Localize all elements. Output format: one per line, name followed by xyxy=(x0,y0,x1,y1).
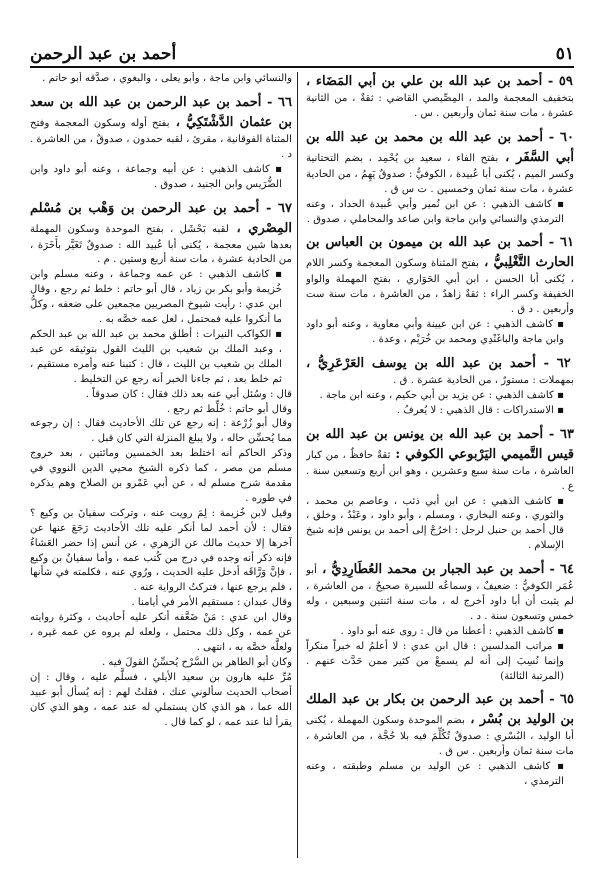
entry-heading: ٦٦ - أحمد بن عبد الرحمن بن عبد الله بن سعد بن عثمان الدَّشْتَكِيُّ ، xyxy=(30,94,292,130)
paragraph: مُرِّ عليه هارون بن سعيد الأيلي ، فسلَّم عليه ، وقال : إن أصحاب الحديث سألوني عنك ، فقلتُ لهم : إنه يُسأل أبو عبيد الله عما ، هو الذي كان يستملي له عند عمه ، وهو الذي كان يقرأ لنا عند عمه ، لو كما قال . xyxy=(30,671,292,728)
source-note: ▪ كاشف الذهبي : عن ابن أبي ذئب ، وعاصم بن محمد ، والثوري ، وعنه البخاري ، ومسلم ، وأبو داود ، وعَبْدٌ ، وخلق ، قال أحمد بن حنبل لرجل : اخرُجْ إلى أحمد بن يونس فإنه شيخ الإسلام . xyxy=(306,495,564,552)
entry-heading: ٦٣ - أحمد بن عبد الله بن يونس بن عبد الله بن قيس التَّميمي اليَرْبوعي الكوفي : xyxy=(306,426,574,462)
entry-text: بتخفيف المعجمة والمد ، المِصِّيصي القاضي : ثقةٌ ، من الثانية عشرة ، مات سنة ثمان وأربعين . س . xyxy=(306,93,574,119)
entry-heading: ٦٥ - أحمد بن عبد الرحمن بن بكار بن عبد الملك بن الوليد بن بُسْر ، xyxy=(306,692,574,728)
entry-text: بفتح أوله وسكون المعجمة وفتح المثناة الفوقانية ، مقرئ ، لقبه حمدون ، صدوقٌ ، من العاشرة . د . xyxy=(30,117,292,160)
entry-heading: ٦٤ - أحمد بن عبد الجبار بن محمد العُطَارِدِيُّ ، xyxy=(316,562,574,578)
source-note: ▪ الاستدراكات : قال الذهبي : لا يُعرفُ . xyxy=(396,404,564,416)
source-note: ▪ كاشف الذهبي : عن ابن عيينة وأبي معاوية ، وعنه أبو داود وابن ماجة والباغَنْدِي ومحمد بن خُرَيْم ، وعدة . xyxy=(306,319,564,346)
entry-heading: ٦٢ - أحمد بن عبد الله بن يوسف العَرْعَرِيُّ ، xyxy=(306,355,571,371)
entry-text: أبو عُمَر الكوفيُّ : ضعيفٌ ، وسماعُه للسيرة صحيحٌ ، من العاشرة ، لم يثبت أن أبا داود أخرج له ، مات سنة اثنتين وسبعين ، وله خمس وتسعون سنة . د . xyxy=(306,565,574,622)
entry-63 xyxy=(306,425,574,554)
running-title: أحمد بن عبد الرحمن xyxy=(30,44,177,64)
paragraph: وقال أبو زُرْعة : إنه رجع عن تلك الأحاديث فقال : إن رجوعه مما يُحسِّن حاله ، ولا يبلغ المنزلة التي كان قبل . xyxy=(30,418,292,445)
entry-65-continuation xyxy=(30,72,292,87)
entry-heading: ٦٠ - أحمد بن عبد الله بن محمد بن عبد الله بن أبي السَّفَر ، xyxy=(306,129,574,165)
paragraph: قال : وسُئل أبي عنه بعد ذلك فقال : كان صدوقاً . xyxy=(85,388,292,400)
right-column xyxy=(306,72,574,860)
paragraph: وكان أبو الطاهر بن السَّرْح يُحسِّنُ القولَ فيه . xyxy=(101,656,292,668)
source-note: ▪ كاشف الذهبي : عن يزيد بن أبي حكيم ، وعنه ابن ماجة . xyxy=(319,389,564,401)
entry-59 xyxy=(306,72,574,122)
paragraph: وقيل لابن خُزيمة : لِمَ رويت عنه ، وتركت سفيانَ بن وكيع ؟ فقال : لأن أحمد لما أنكر عليه تلك الأحاديث رَجَعَ عنها عن آخرها إلا حديث مالك عن الزهري ، عن أنس إذا حضر العَشاءُ فإنه ذكر أنه وجده في درج من كُتب عمه ، وأما سفيانُ بن وكيع ، فإنَّ وَرَّاقَه أدخل عليه الحديث ، ورُوي عنه ، فكلمته في شأنها ، فلم يرجع عنها ، فتركتُ الرواية عنه . xyxy=(30,507,292,594)
entry-text: والنسائي وابن ماجة ، وأبو يعلى ، والبغوي ، صدَّقه أبو حاتم . xyxy=(42,73,292,84)
entry-66 xyxy=(30,93,292,193)
paragraph: وقال أبو حاتم : خُلِّط ثم رجع . xyxy=(166,403,292,415)
entry-67 xyxy=(30,199,292,731)
source-note: ▪ كاشف الذهبي : عن الوليد بن مسلم وطبقته ، وعنه الترمذي ، xyxy=(306,761,564,788)
entry-text: بفتح الفاء ، سعيد بن يُحْمِد ، بضم التحتانية وكسر الميم ، يُكنى أبا عُبيدة ، الكوفيُّ : صدوقٌ يَهِمُ ، من الحادية عشرة ، مات سنة ثمان وخمسين . ت س ق . xyxy=(306,152,574,195)
paragraph: وقال عبدان : مستقيم الأمر في أيامنا . xyxy=(131,597,292,609)
source-note: ▪ كاشف الذهبي : عن ابن نُمير وأبي عُبيدة الحداد ، وعنه الترمذي والنسائي وابن ماجة وابن صاعد والمحاملي ، صدوق . xyxy=(306,198,564,225)
entry-heading: ٥٩ - أحمد بن عبد الله بن علي بن أبي المَضَاء ، xyxy=(306,74,573,89)
entry-65 xyxy=(306,690,574,790)
source-note: ▪ مراتب المدلسين : قال ابن عدي : لا أعلمُ له خبراً منكراً وإنما نُسِبَ إلى أنه لم يسمعْ من كثير ممن حَدَّث عنهم . (المرتبة الثالثة) xyxy=(306,640,564,682)
entry-62 xyxy=(306,354,574,419)
left-column xyxy=(30,72,292,860)
running-header xyxy=(30,40,574,68)
column-divider xyxy=(297,72,298,858)
entry-heading: ٦١ - أحمد بن عبد الله بن ميمون بن العباس بن الحارث التَّغْلِبيُّ ، xyxy=(306,235,574,271)
entry-text: بمهملات : مستورٌ ، من الحادية عشرة . ق . xyxy=(393,374,574,386)
page-number: ٥١ xyxy=(555,44,574,64)
entry-heading: ٦٧ - أحمد بن عبد الرحمن بن وَهْب بن مُسْلم المِصْري ، xyxy=(30,200,292,236)
entry-text: لقبه بَحْشَل ، بفتح الموحدة وسكون المهملة بعدها شين معجمة ، يُكنى أبا عُبيد الله : صدوقٌ تَغَيَّر بأَخَرَة ، من الحادية عشرة ، مات سنة أربع وستين . م . xyxy=(30,223,292,266)
source-note: ▪ كاشف الذهبي : أعطنا من قال : روى عنه أبو داود . xyxy=(340,625,564,637)
entry-60 xyxy=(306,128,574,228)
paragraph: وذكر الحاكم أنه اختلط بعد الخمسين ومائتين ، بعد خروج مسلم من مصر ، كما ذكره الشيخ محيي الدين النووي في مقدمة شرح مسلم له ، عن أبي عَمْرو بن الصلاح وهم يذكره في طوره . xyxy=(30,448,292,504)
source-note: ▪ كاشف الذهبي : عن أبيه وجماعة ، وعنه أبو داود وابن الضُّرَيس وابن الجنيد ، صدوق . xyxy=(30,163,282,190)
entry-64 xyxy=(306,560,574,684)
source-note: ▪ كاشف الذهبي : عن عمه وجماعة ، وعنه مسلم وابن خُزيمة وأبو بكر بن زياد ، قال أبو حاتم : خلط ثم رجع ، وقال ابن عدي : رأيت شيوخ المصريين مجمعين على ضعفه ، وكلُّ ما أنكروا عليه فمحتمل ، لعل عمه خصَّه به . xyxy=(30,269,282,326)
entry-text: بضم الموحدة وسكون المهملة ، يُكنى أبا الوليد ، البُسْري : صدوقٌ تُكُلِّمَ فيه بلا حُجَّة ، من العاشرة ، مات سنة ثمان وأربعين . س ق . xyxy=(306,715,574,758)
paragraph: وقال ابن عدي : مَنْ ضَعَّفه أنكر عليه أحاديث ، وكثرة روايته عن عمه ، وكل ذلك محتمل ، ولعله لم يروه عن عمه غيره ، ولعلَّه خصَّه به ، انتهى . xyxy=(30,612,292,653)
entry-text: ثقةٌ حافظٌ ، من كبار العاشرة ، مات سنة سبع وعشرين ، وهو ابن أربع وتسعين سنة . ع . xyxy=(306,449,574,492)
source-note: ▪ الكواكب النيرات : أطلق محمد بن عبد الله بن عبد الحكم ، وعبد الملك بن شعيب بن الليث القول بتوثيقه عن عبد الملك بن شعيب بن الليث ، قال : كتبنا عنه وأمره مستقيم ، ثم خلط بعد ، ثم جاءنا الخبر أنه رجع عن التخليط . xyxy=(30,328,282,385)
entry-61 xyxy=(306,233,574,348)
entry-text: بفتح المثناة وسكون المعجمة وكسر اللام ، يُكنى أبا الحسن ، ابن أبي الحَوَاري ، بفتح المهملة والواو الخفيفة وكسر الراء : ثقةٌ زاهدٌ ، من العاشرة ، مات سنة ست وأربعين . د ق . xyxy=(306,258,574,316)
